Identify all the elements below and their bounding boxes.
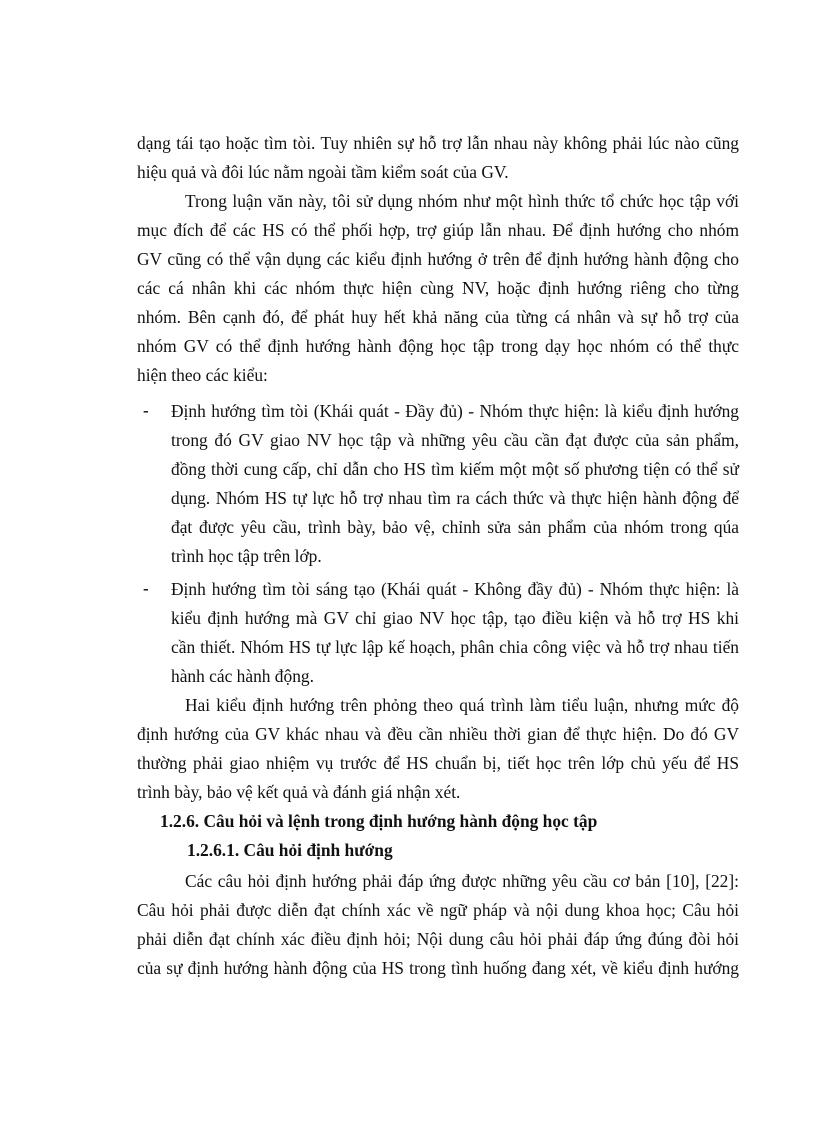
bullet-line: hành các hành động. [171, 666, 314, 686]
paragraph-line: của sự định hướng hành động của HS trong tình huống đang xét, về kiểu định hướng [137, 958, 739, 978]
paragraph-line: Câu hỏi phải được diễn đạt chính xác về ngữ pháp và nội dung khoa học; Câu hỏi [137, 900, 739, 920]
paragraph-line: thường phải giao nhiệm vụ trước để HS chuẩn bị, tiết học trên lớp chủ yếu để HS [137, 753, 739, 773]
paragraph-line: phải diễn đạt chính xác điều định hỏi; Nội dung câu hỏi phải đáp ứng đúng đòi hỏi [137, 929, 739, 949]
bullet-line: Định hướng tìm tòi (Khái quát - Đầy đủ) - Nhóm thực hiện: là kiểu định hướng [171, 401, 739, 421]
paragraph-line: hiệu quả và đôi lúc nằm ngoài tầm kiểm soát của GV. [137, 162, 509, 182]
paragraph-line: hiện theo các kiểu: [137, 365, 268, 385]
subsection-heading: 1.2.6.1. Câu hỏi định hướng [187, 840, 393, 860]
bullet-line: trình học tập trên lớp. [171, 546, 322, 566]
bullet-line: đồng thời cung cấp, chỉ dẫn cho HS tìm kiếm một một số phương tiện có thể sử [171, 459, 739, 479]
section-heading: 1.2.6. Câu hỏi và lệnh trong định hướng hành động học tập [160, 811, 598, 831]
bullet-line: kiểu định hướng mà GV chỉ giao NV học tập, tạo điều kiện và hỗ trợ HS khi [171, 608, 739, 628]
bullet-dash: - [143, 401, 149, 420]
bullet-line: Định hướng tìm tòi sáng tạo (Khái quát - Không đầy đủ) - Nhóm thực hiện: là [171, 579, 739, 599]
bullet-line: trong đó GV giao NV học tập và những yêu cầu cần đạt được của sản phẩm, [171, 430, 739, 450]
bullet-line: đạt được yêu cầu, trình bày, bảo vệ, chỉnh sửa sản phẩm của nhóm trong qúa [171, 517, 739, 537]
paragraph-line: Trong luận văn này, tôi sử dụng nhóm như một hình thức tổ chức học tập với [185, 191, 739, 211]
bullet-dash: - [143, 579, 149, 598]
paragraph-line: định hướng của GV khác nhau và đều cần nhiều thời gian để thực hiện. Do đó GV [137, 724, 739, 744]
paragraph-line: Hai kiểu định hướng trên phỏng theo quá trình làm tiểu luận, nhưng mức độ [185, 695, 739, 715]
paragraph-line: Các câu hỏi định hướng phải đáp ứng được những yêu cầu cơ bản [10], [22]: [185, 871, 739, 891]
paragraph-line: các cá nhân khi các nhóm thực hiện cùng NV, hoặc định hướng riêng cho từng [137, 278, 739, 298]
paragraph-line: nhóm. Bên cạnh đó, để phát huy hết khả năng của từng cá nhân và sự hỗ trợ của [137, 307, 739, 327]
bullet-line: dụng. Nhóm HS tự lực hỗ trợ nhau tìm ra cách thức và thực hiện hành động để [171, 488, 739, 508]
bullet-line: cần thiết. Nhóm HS tự lực lập kế hoạch, phân chia công việc và hỗ trợ nhau tiến [171, 637, 739, 657]
paragraph-line: GV cũng có thể vận dụng các kiểu định hướng ở trên để định hướng hành động cho [137, 249, 739, 269]
paragraph-line: trình bày, bảo vệ kết quả và đánh giá nhận xét. [137, 782, 461, 802]
paragraph-line: mục đích để các HS có thể phối hợp, trợ giúp lẫn nhau. Để định hướng cho nhóm [137, 220, 739, 240]
paragraph-line: dạng tái tạo hoặc tìm tòi. Tuy nhiên sự hỗ trợ lẫn nhau này không phải lúc nào cũng [137, 133, 739, 153]
paragraph-line: nhóm GV có thể định hướng hành động học tập trong dạy học nhóm có thể thực [137, 336, 739, 356]
